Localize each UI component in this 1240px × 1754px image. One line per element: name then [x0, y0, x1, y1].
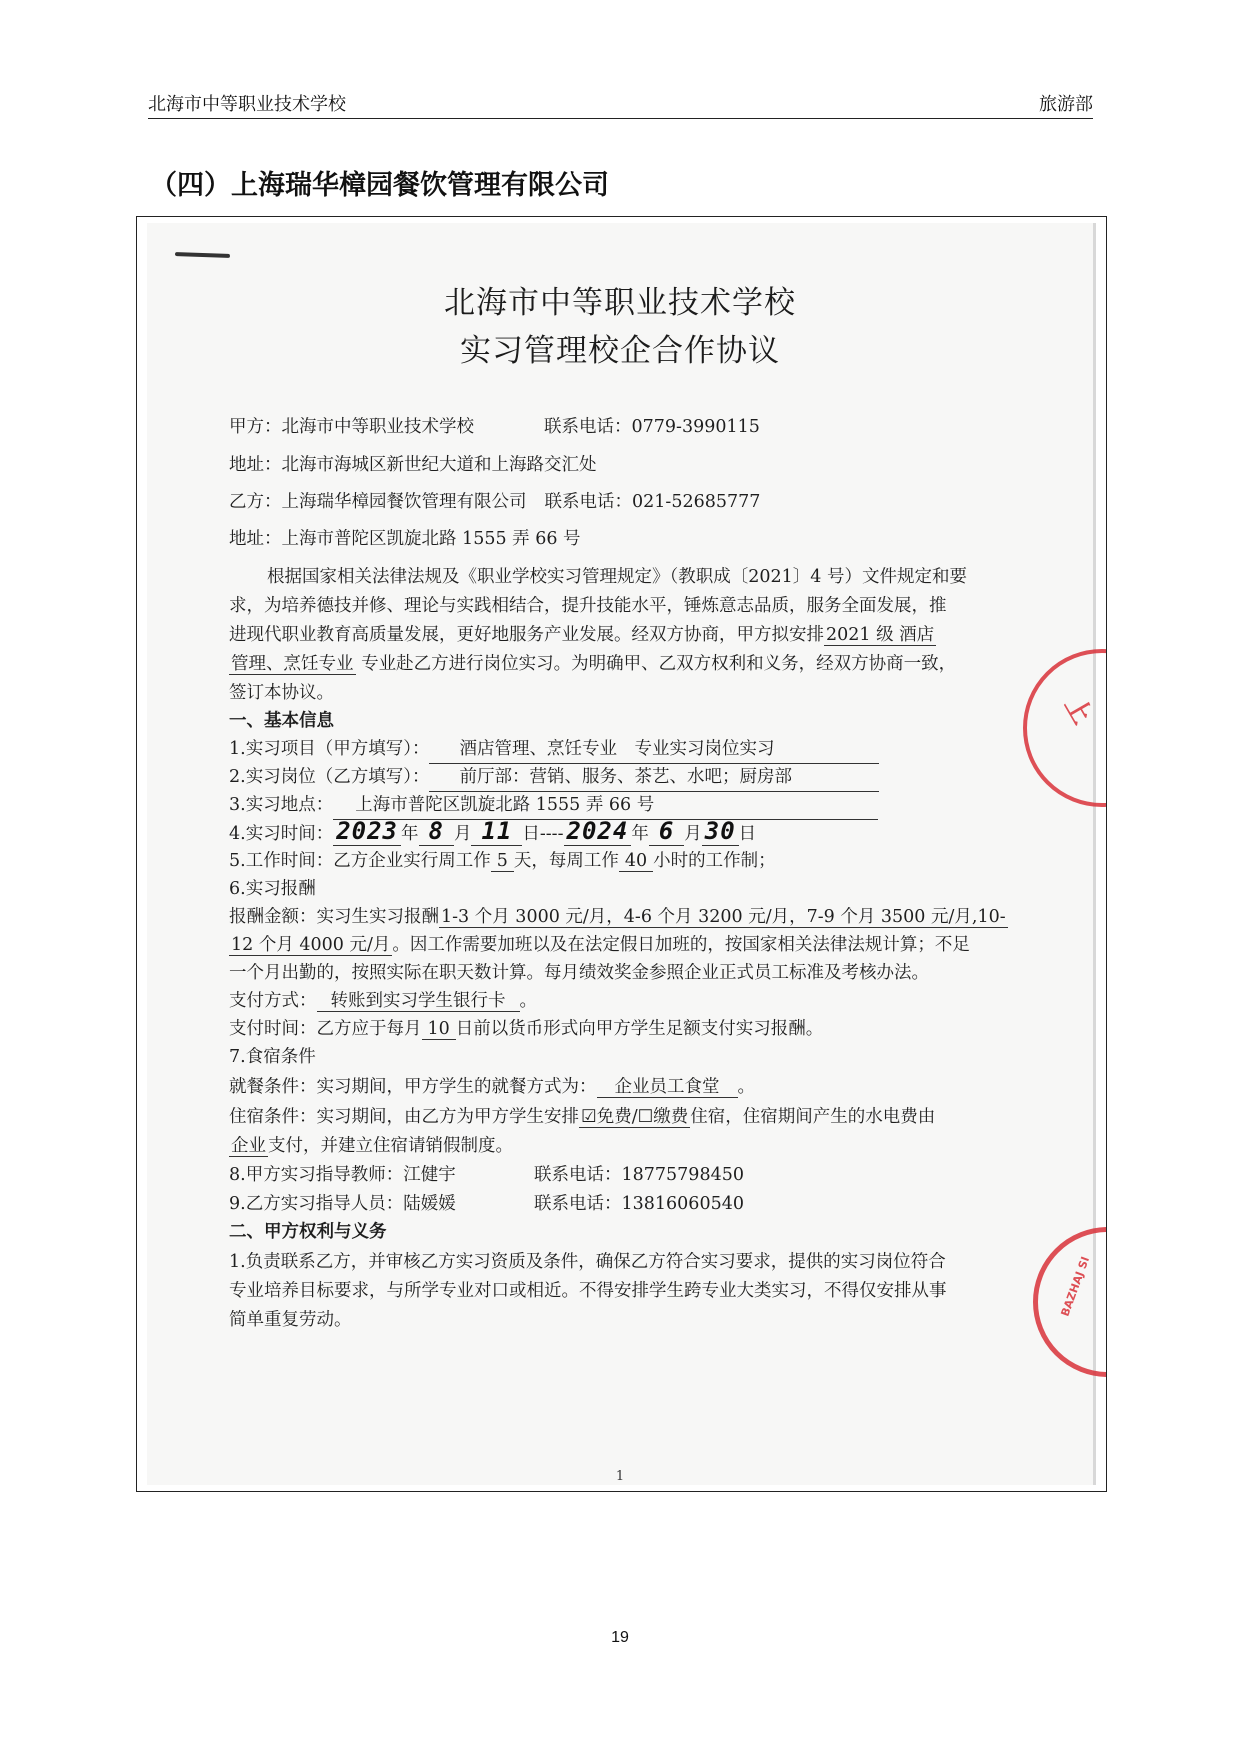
- end-day: 30: [702, 817, 739, 846]
- pay-label: 报酬金额：实习生实习报酬: [229, 907, 439, 927]
- item8-label: 8.甲方实习指导教师：江健宇: [229, 1165, 456, 1185]
- item5-post: 小时的工作制；: [653, 851, 776, 871]
- doc-title-line2: 实习管理校企合作协议: [460, 333, 780, 369]
- company-seal-stamp: 上: [1023, 649, 1107, 807]
- preamble-grade-fill: 2021 级 酒店: [826, 625, 935, 645]
- lodging-choice: ☑免费/☐缴费: [581, 1107, 689, 1127]
- preamble-major-fill: 管理、烹饪专业: [231, 654, 354, 674]
- pen-mark: [175, 252, 230, 258]
- pay-time-post: 日前以货币形式向甲方学生足额支付实习报酬。: [455, 1019, 824, 1039]
- item9: [229, 1190, 744, 1218]
- header-department: 旅游部: [1039, 94, 1093, 115]
- item1: [229, 735, 879, 764]
- month-label: 月: [453, 824, 472, 844]
- item9-label: 9.乙方实习指导人员：陆媛媛: [229, 1194, 456, 1214]
- date-dash: ----: [539, 824, 564, 844]
- work-hours: 40: [619, 851, 653, 872]
- party-b-line: [229, 488, 760, 516]
- doc-title-line1: 北海市中等职业技术学校: [444, 285, 796, 321]
- work-days: 5: [491, 851, 514, 872]
- pay-day: 10: [422, 1019, 456, 1040]
- lodging-line1: [229, 1103, 935, 1131]
- pay-amount-fill-2: 12 个月 4000 元/月: [231, 935, 391, 955]
- item8-phone: 联系电话：18775798450: [534, 1165, 744, 1185]
- meals-period: 。: [737, 1077, 755, 1097]
- day-label: 日: [522, 824, 540, 844]
- lodging-line2-text: 支付，并建立住宿请销假制度。: [268, 1136, 513, 1156]
- item2: [229, 763, 879, 792]
- inner-page-number: 1: [615, 1469, 625, 1484]
- meals-label: 就餐条件：实习期间，甲方学生的就餐方式为：: [229, 1077, 597, 1097]
- day-label: 日: [738, 824, 757, 844]
- preamble-line2: 求，为培养德技并修、理论与实践相结合，提升技能水平，锤炼意志品质，服务全面发展，推: [229, 596, 947, 616]
- company-seal-stamp-bilingual: BAZHAJ SI: [1033, 1227, 1107, 1377]
- start-day: 11: [471, 817, 522, 846]
- preamble-line1: 根据国家相关法律法规及《职业学校实习管理规定》（教职成〔2021〕4 号）文件规定和要: [267, 567, 967, 587]
- header-school: 北海市中等职业技术学校: [148, 94, 346, 115]
- section-title: （四）上海瑞华樟园餐饮管理有限公司: [150, 170, 609, 201]
- pay-time: [229, 1015, 823, 1043]
- pay-method-label: 支付方式：: [229, 991, 317, 1011]
- end-month: 6: [649, 817, 684, 846]
- section2-p1-line1: 1.负责联系乙方，并审核乙方实习资质及条件，确保乙方符合实习要求，提供的实习岗位符合: [229, 1252, 946, 1272]
- start-year: 2023: [333, 817, 401, 846]
- lodging-text: 住宿，住宿期间产生的水电费由: [690, 1107, 936, 1127]
- meals-value: 企业员工食堂: [597, 1077, 738, 1098]
- scanned-page: [147, 223, 1093, 1485]
- item7-title: 7.食宿条件: [229, 1047, 316, 1067]
- pay-time-text: 支付时间：乙方应于每月: [229, 1019, 422, 1039]
- pay-line2: [229, 931, 970, 959]
- preamble-line3: [229, 621, 936, 649]
- month-label: 月: [684, 824, 702, 844]
- item1-label: 1.实习项目（甲方填写）：: [229, 739, 430, 759]
- pay-line1: [229, 903, 1008, 931]
- item2-value: 前厅部：营销、服务、茶艺、水吧；厨房部: [429, 763, 879, 792]
- preamble-line4-text: 专业赴乙方进行岗位实习。为明确甲、乙双方权利和义务，经双方协商一致，: [361, 654, 957, 674]
- section1-title: 一、基本信息: [229, 711, 334, 731]
- pay-amount-fill: 1-3 个月 3000 元/月，4-6 个月 3200 元/月，7-9 个月 3500 元/月,10-: [441, 907, 1006, 927]
- pay-method-value: 转账到实习学生银行卡: [317, 991, 520, 1012]
- item5: [229, 847, 776, 875]
- item9-phone: 联系电话：13816060540: [534, 1194, 744, 1214]
- item6-title: 6.实习报酬: [229, 879, 316, 899]
- pay-method-period: 。: [519, 991, 537, 1011]
- party-b-address: 地址：上海市普陀区凯旋北路 1555 弄 66 号: [229, 529, 581, 549]
- start-month: 8: [419, 817, 454, 846]
- party-b-label: 乙方：上海瑞华樟园餐饮管理有限公司: [229, 492, 527, 512]
- lodging-payer: 企业: [231, 1136, 266, 1156]
- item5-mid: 天，每周工作: [513, 851, 619, 871]
- meals-line: [229, 1073, 755, 1101]
- preamble-line5: 签订本协议。: [229, 683, 334, 703]
- item1-value: 酒店管理、烹饪专业 专业实习岗位实习: [429, 735, 879, 764]
- page-header: [148, 88, 1093, 119]
- pay-line3: 一个月出勤的，按照实际在职天数计算。每月绩效奖金参照企业正式员工标准及考核办法。: [229, 963, 929, 983]
- item4-label: 4.实习时间：: [229, 824, 334, 844]
- party-b-phone: 联系电话：021-52685777: [544, 492, 761, 512]
- preamble-line4: [229, 650, 956, 678]
- item5-text: 5.工作时间：乙方企业实行周工作: [229, 851, 491, 871]
- end-year: 2024: [564, 817, 632, 846]
- lodging-label: 住宿条件：实习期间，由乙方为甲方学生安排: [229, 1107, 579, 1127]
- pay-method: [229, 987, 537, 1015]
- pay-line2-text: 。因工作需要加班以及在法定假日加班的，按国家相关法律法规计算；不足: [392, 935, 970, 955]
- item3: [229, 791, 878, 820]
- party-a-label: 甲方：北海市中等职业技术学校: [229, 417, 474, 437]
- item2-label: 2.实习岗位（乙方填写）：: [229, 767, 430, 787]
- lodging-line2: [229, 1132, 513, 1160]
- scanned-agreement-frame: [136, 216, 1107, 1492]
- item3-label: 3.实习地点：: [229, 795, 334, 815]
- item3-value: 上海市普陀区凯旋北路 1555 弄 66 号: [333, 791, 878, 820]
- party-a-phone: 联系电话：0779-3990115: [544, 417, 760, 437]
- preamble-line3-text: 进现代职业教育高质量发展，更好地服务产业发展。经双方协商，甲方拟安排: [229, 625, 824, 645]
- item8: [229, 1161, 744, 1189]
- party-a-line: [229, 413, 760, 441]
- item4: [229, 817, 756, 848]
- section2-p1-line2: 专业培养目标要求，与所学专业对口或相近。不得安排学生跨专业大类实习，不得仅安排从事: [229, 1281, 947, 1301]
- section2-p1-line3: 简单重复劳动。: [229, 1310, 352, 1330]
- year-label: 年: [401, 824, 419, 844]
- year-label: 年: [631, 824, 649, 844]
- page-number: 19: [611, 1629, 629, 1646]
- section2-title: 二、甲方权利与义务: [229, 1222, 387, 1242]
- party-a-address: 地址：北海市海城区新世纪大道和上海路交汇处: [229, 455, 597, 475]
